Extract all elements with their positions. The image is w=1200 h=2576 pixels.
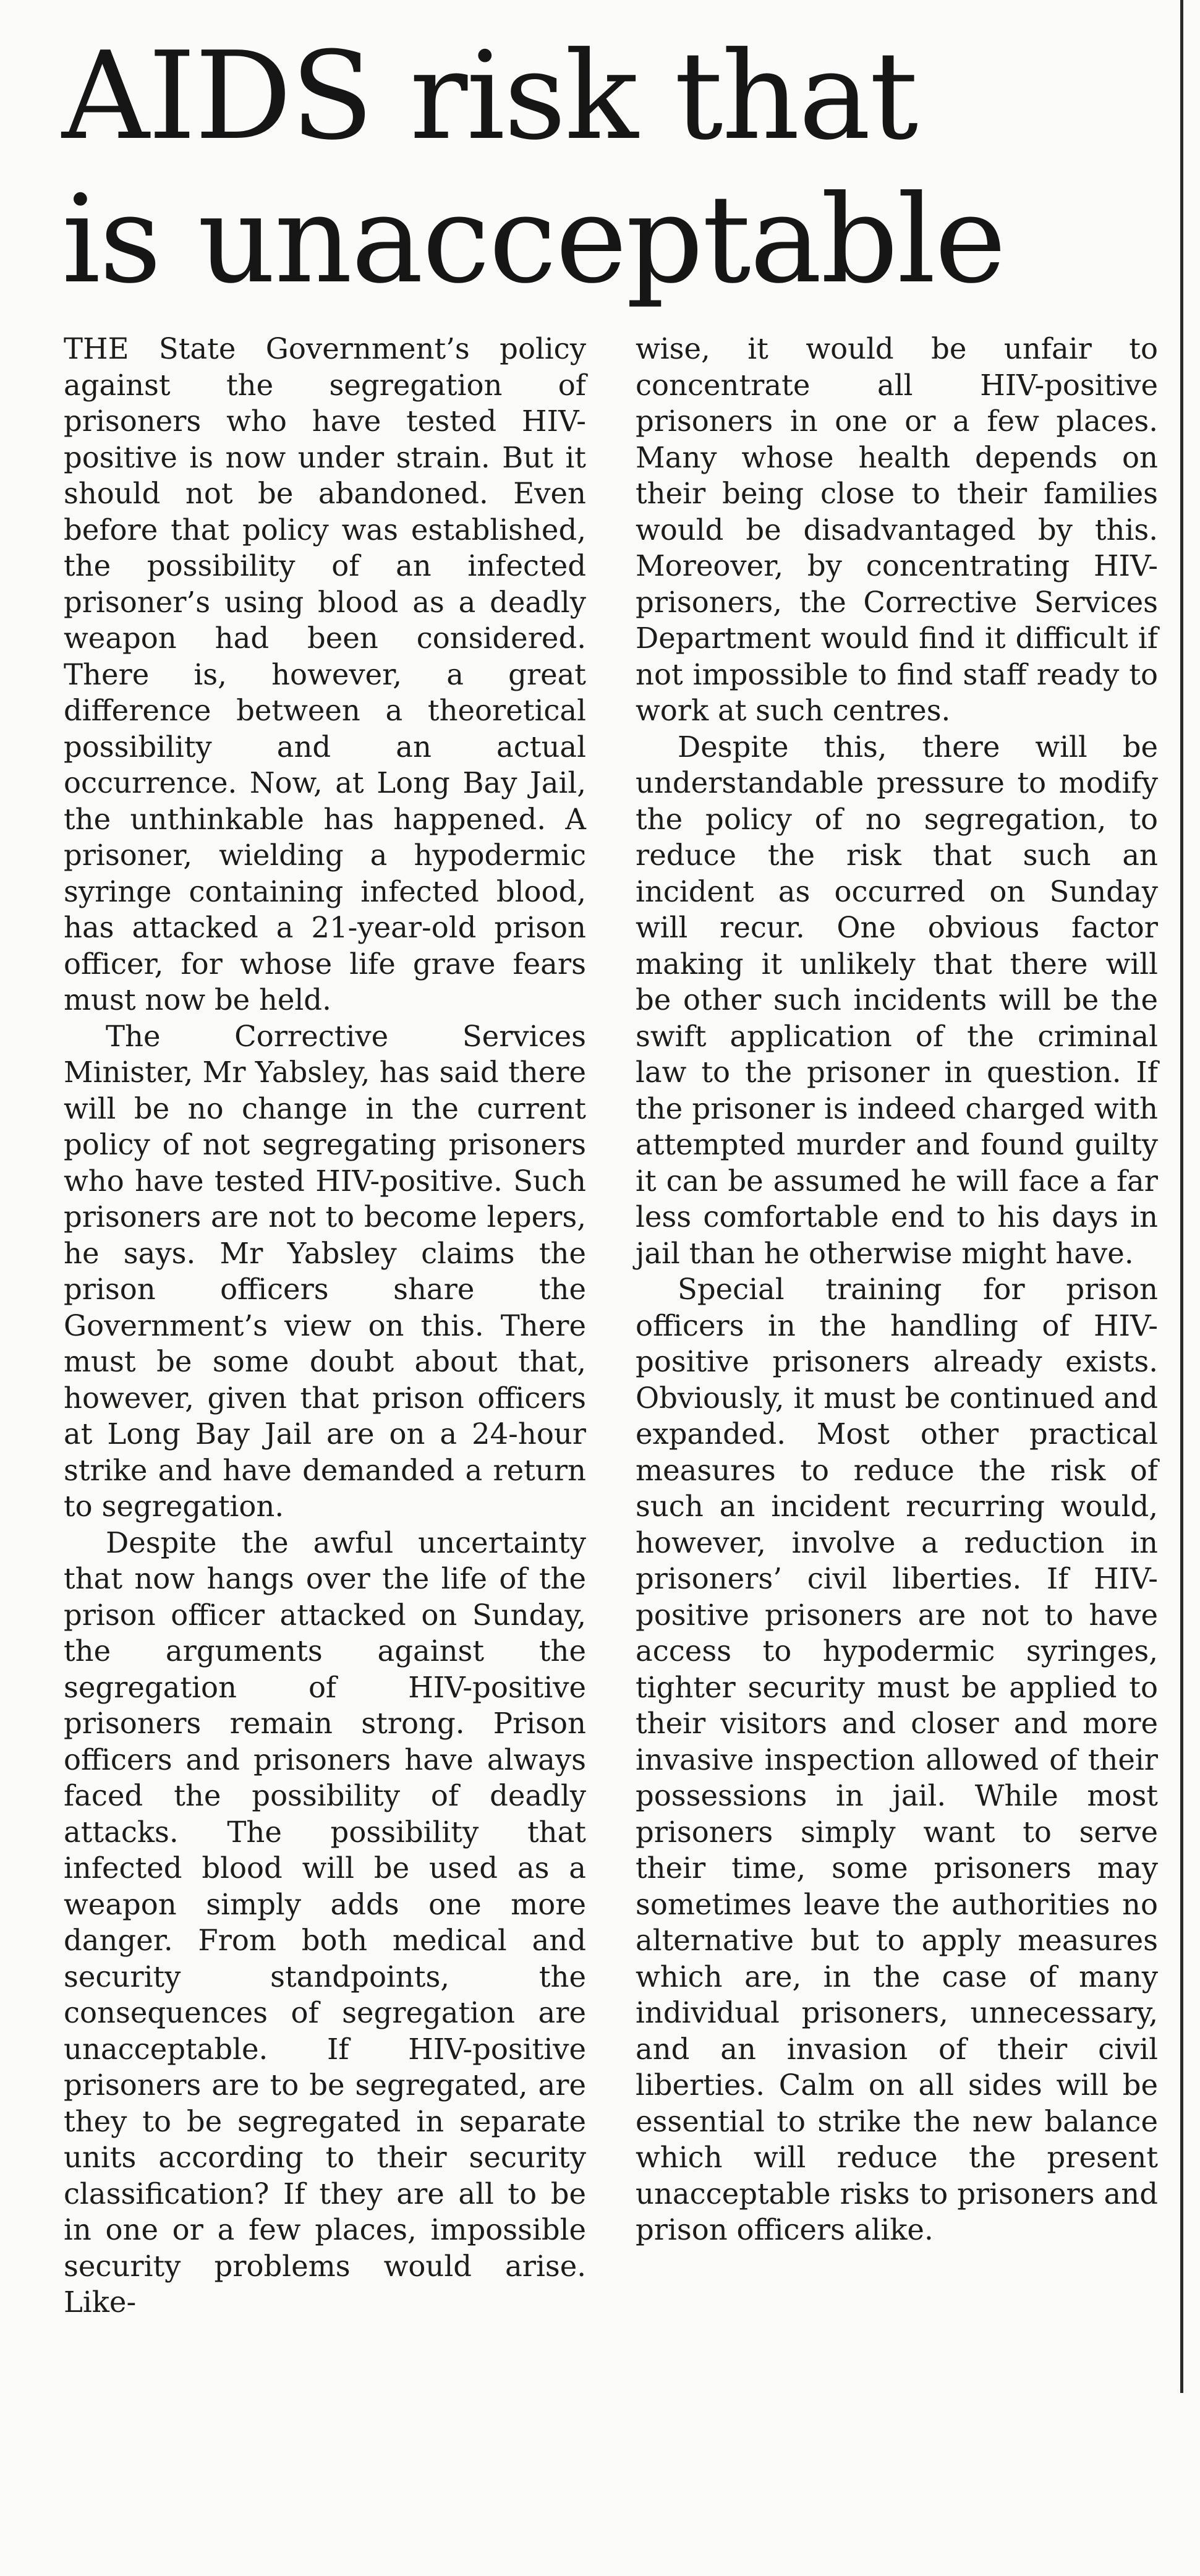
paragraph-2: The Corrective Services Minister, Mr Yabsley, has said there will be no change in the current policy of not segregating prisoners who have tested HIV-positive. Such prisoners are not to become lepers, he says. Mr Yabsley claims the prison officers share the Government’s view on this. There must be some doubt about that, however, given that prison officers at Long Bay Jail are on a 24-hour strike and have demanded a return to segregation. [64,1019,586,1523]
left-column [64,331,586,2321]
paragraph-4: Despite this, there will be understandable pressure to modify the policy of no segregation, to reduce the risk that such an incident as occurred on Sunday will recur. One obvious factor making it unlikely that there will be other such incidents will be the swift application of the criminal law to the prisoner in question. If the prisoner is indeed charged with attempted murder and found guilty it can be assumed he will face a far less comfortable end to his days in jail than he otherwise might have. [636,730,1158,1270]
headline-line-2: is unacceptable [62,169,1005,310]
column-rule [1180,0,1183,2393]
headline [62,25,1162,312]
headline-line-1: AIDS risk that [62,26,917,167]
paragraph-3: Despite the awful uncertainty that now hangs over the life of the prison officer attacked on Sunday, the arguments against the segregation of HIV-positive prisoners remain strong. Prison officers and prisoners have always faced the possibility of deadly attacks. The possibility that infected blood will be used as a weapon simply adds one more danger. From both medical and security standpoints, the consequences of segregation are unacceptable. If HIV-positive prisoners are to be segregated, are they to be segregated in separate units according to their security classification? If they are all to be in one or a few places, impossible security problems would arise. Like- [64,1525,586,2319]
paragraph-3-continued: wise, it would be unfair to concentrate all HIV-positive prisoners in one or a few places. Many whose health depends on their being close to their families would be disadvantaged by this. Moreover, by concentrating HIV-prisoners, the Corrective Services Department would find it difficult if not impossible to find staff ready to work at such centres. [636,332,1158,727]
paragraph-5: Special training for prison officers in the handling of HIV-positive prisoners already exists. Obviously, it must be continued and expanded. Most other practical measures to reduce the risk of such an incident recurring would, however, involve a reduction in prisoners’ civil liberties. If HIV-positive prisoners are not to have access to hypodermic syringes, tighter security must be applied to their visitors and closer and more invasive inspection allowed of their possessions in jail. While most prisoners simply want to serve their time, some prisoners may sometimes leave the authorities no alternative but to apply measures which are, in the case of many individual prisoners, unnecessary, and an invasion of their civil liberties. Calm on all sides will be essential to strike the new balance which will reduce the present unacceptable risks to prisoners and prison officers alike. [636,1273,1158,2246]
paragraph-1: THE State Government’s policy against the segregation of prisoners who have tested HIV-positive is now under strain. But it should not be abandoned. Even before that policy was established, the possibility of an infected prisoner’s using blood as a deadly weapon had been considered. There is, however, a great difference between a theoretical possibility and an actual occurrence. Now, at Long Bay Jail, the unthinkable has happened. A prisoner, wielding a hypodermic syringe containing infected blood, has attacked a 21-year-old prison officer, for whose life grave fears must now be held. [64,332,586,1017]
right-column [636,331,1158,2248]
